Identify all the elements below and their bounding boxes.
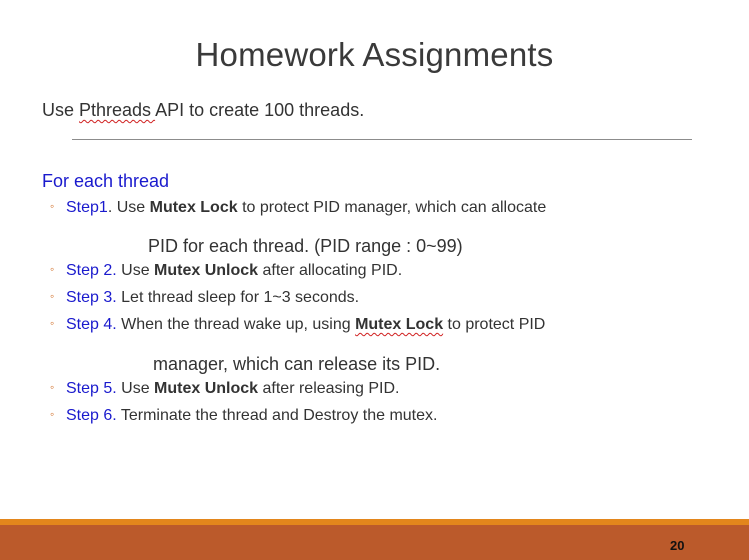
step-item bbox=[50, 199, 546, 217]
step-keyword: Mutex Lock bbox=[149, 199, 238, 216]
bullet-icon: ◦ bbox=[50, 407, 55, 421]
bullet-icon: ◦ bbox=[50, 199, 55, 213]
step-label: Step 6. bbox=[66, 407, 117, 424]
bullet-icon: ◦ bbox=[50, 380, 55, 394]
step-text: When the thread wake up, using bbox=[116, 316, 356, 333]
step-label: Step 4. bbox=[66, 316, 117, 333]
footer-band bbox=[0, 525, 749, 560]
bullet-icon: ◦ bbox=[50, 262, 55, 276]
horizontal-divider bbox=[72, 139, 692, 140]
page-number: 20 bbox=[670, 538, 685, 553]
step-keyword: Mutex Unlock bbox=[154, 380, 259, 397]
intro-term: Pthreads bbox=[79, 100, 156, 120]
step-text: . Use bbox=[107, 199, 150, 216]
step-label: Step 3. bbox=[66, 289, 117, 306]
step-text: to protect PID bbox=[443, 316, 546, 333]
step-continuation: manager, which can release its PID. bbox=[153, 354, 441, 374]
intro-text bbox=[42, 100, 364, 121]
step-text: Terminate the thread and Destroy the mutex. bbox=[116, 407, 438, 424]
step-item bbox=[50, 316, 545, 334]
step-text: after allocating PID. bbox=[258, 262, 403, 279]
step-label: Step 5. bbox=[66, 380, 117, 397]
step-label: Step1 bbox=[66, 199, 108, 216]
step-item bbox=[50, 407, 437, 425]
step-text: Let thread sleep for 1~3 seconds. bbox=[116, 289, 360, 306]
step-keyword: Mutex Lock bbox=[355, 316, 444, 333]
step-item bbox=[50, 262, 402, 280]
slide-title: Homework Assignments bbox=[195, 36, 554, 73]
intro-suffix: API to create 100 threads. bbox=[155, 100, 365, 120]
step-text: Use bbox=[116, 262, 155, 279]
step-text: to protect PID manager, which can allocate bbox=[237, 199, 547, 216]
step-keyword: Mutex Unlock bbox=[154, 262, 259, 279]
intro-prefix: Use bbox=[42, 100, 80, 120]
section-heading: For each thread bbox=[42, 171, 170, 191]
bullet-icon: ◦ bbox=[50, 289, 55, 303]
bullet-icon: ◦ bbox=[50, 316, 55, 330]
step-item bbox=[50, 380, 399, 398]
step-item bbox=[50, 289, 359, 307]
step-text: after releasing PID. bbox=[258, 380, 400, 397]
step-label: Step 2. bbox=[66, 262, 117, 279]
step-text: Use bbox=[116, 380, 155, 397]
step-continuation: PID for each thread. (PID range : 0~99) bbox=[148, 236, 463, 256]
